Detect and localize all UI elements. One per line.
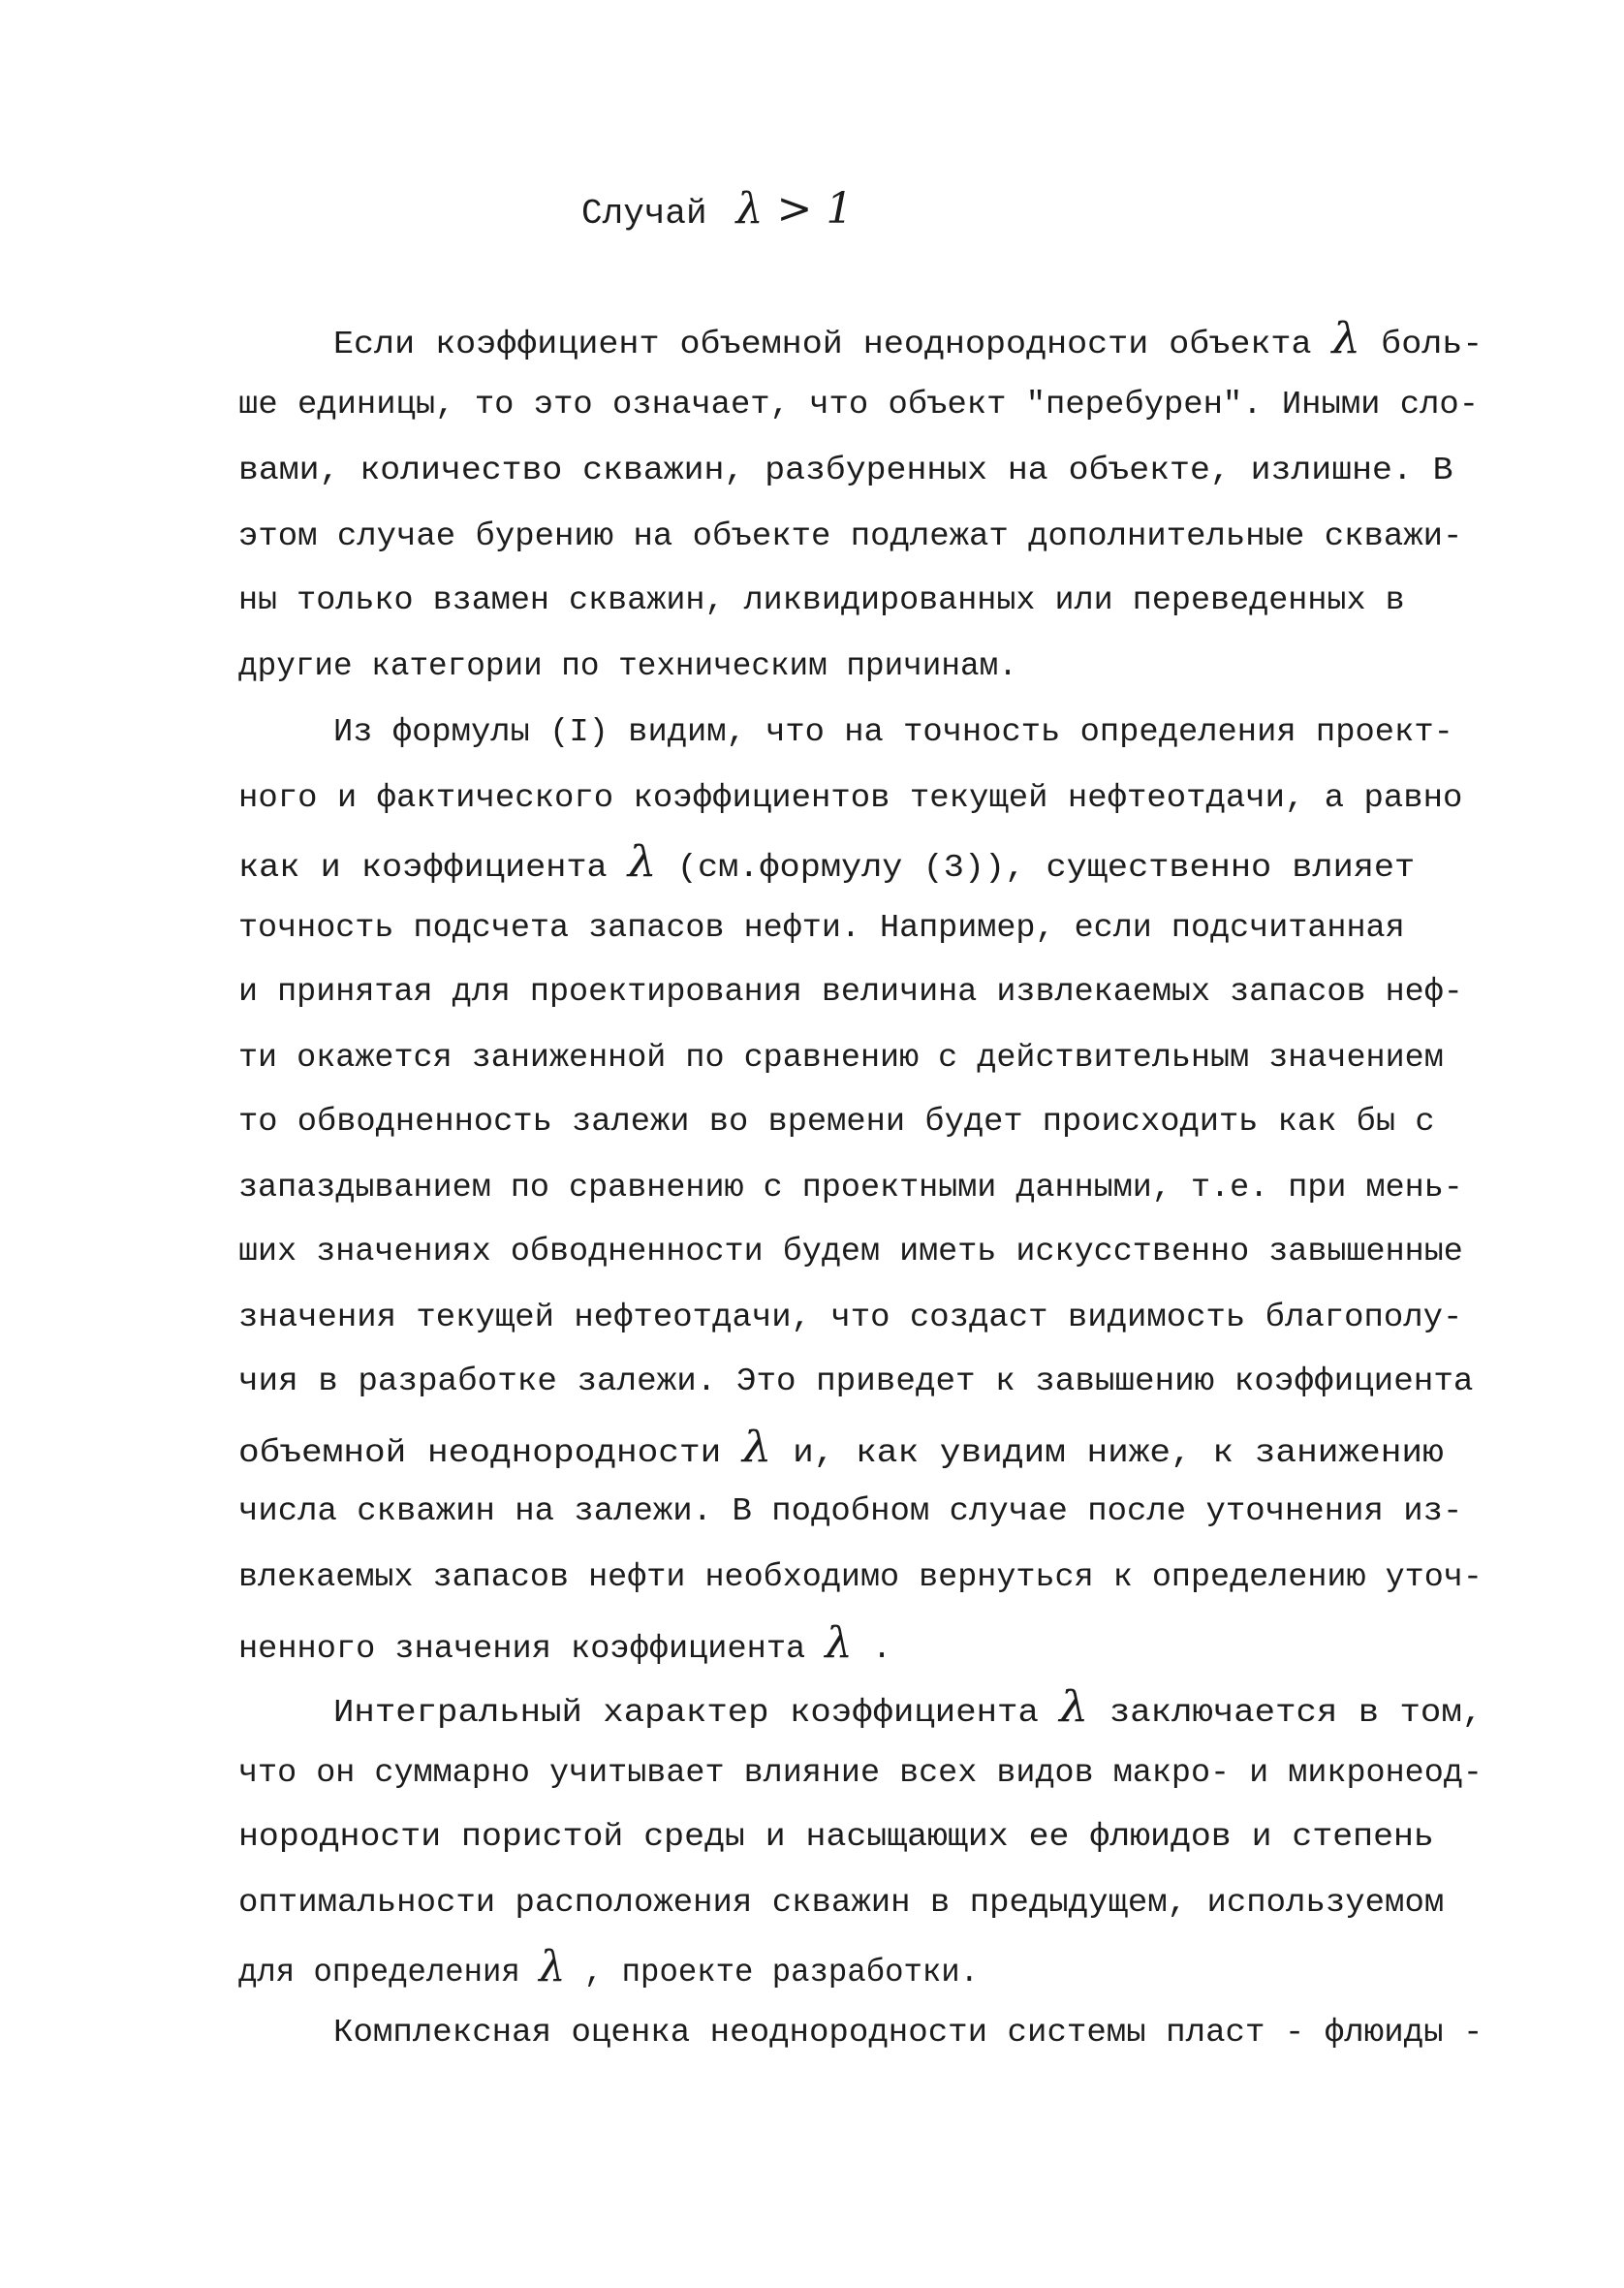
text-line: и принятая для проектирования величина извлекаемых запасов неф- [238,974,1463,1010]
text-line: нородности пористой среды и насыщающих ее флюидов и степень [238,1819,1434,1855]
text-line: чия в разработке залежи. Это приведет к завышению коэффициента [238,1363,1474,1399]
text-line: для определения λ , проекте разработки. [238,1942,980,1991]
text-line: ших значениях обводненности будем иметь искусственно завышенные [238,1234,1463,1269]
text-line: этом случае бурению на объекте подлежат дополнительные скважи- [238,518,1463,554]
text-line: точность подсчета запасов нефти. Например, если подсчитанная [238,910,1405,946]
lambda-symbol: λ [1331,314,1361,363]
text-line: другие категории по техническим причинам. [238,648,1017,684]
lambda-symbol: λ [825,1618,853,1668]
lambda-symbol: λ [539,1942,566,1991]
text-line: ше единицы, то это означает, что объект "перебурен". Иными сло- [238,387,1480,423]
text-line: Комплексная оценка неоднородности системы пласт - флюиды - [333,2015,1483,2051]
text-line: влекаемых запасов нефти необходимо вернуться к определению уточ- [238,1559,1483,1595]
text-line: Интегральный характер коэффициента λ заключается в том, [333,1682,1483,1732]
text-line: ны только взамен скважин, ликвидированных или переведенных в [238,582,1405,618]
text-line: запаздыванием по сравнению с проектными данными, т.е. при мень- [238,1170,1463,1206]
text-line: числа скважин на залежи. В подобном случае после уточнения из- [238,1493,1463,1529]
section-heading [581,184,853,234]
text-line: что он суммарно учитывает влияние всех видов макро- и микронеод- [238,1755,1483,1791]
text-line: то обводненность залежи во времени будет происходить как бы с [238,1104,1435,1140]
lambda-symbol: λ [1059,1682,1089,1732]
text-line: объемной неоднородности λ и, как увидим ниже, к занижению [238,1423,1444,1472]
text-line: оптимальности расположения скважин в предыдущем, используемом [238,1885,1445,1921]
text-line: как и коэффициента λ (см.формулу (3)), существенно влияет [238,837,1416,887]
lambda-symbol: λ [741,1423,772,1472]
heading-text: Случай [581,194,707,234]
text-line: Если коэффициент объемной неоднородности объекта λ боль- [333,314,1483,363]
heading-formula: λ > 1 [735,184,854,234]
lambda-symbol: λ [627,837,657,887]
text-line: Из формулы (I) видим, что на точность определения проект- [333,714,1453,750]
text-line: вами, количество скважин, разбуренных на объекте, излишне. В [238,453,1453,488]
text-line: ного и фактического коэффициентов текущей нефтеотдачи, а равно [238,780,1463,816]
text-line: ненного значения коэффициента λ . [238,1618,892,1668]
text-line: значения текущей нефтеотдачи, что создаст видимость благополу- [238,1300,1463,1335]
text-line: ти окажется заниженной по сравнению с действительным значением [238,1040,1444,1076]
